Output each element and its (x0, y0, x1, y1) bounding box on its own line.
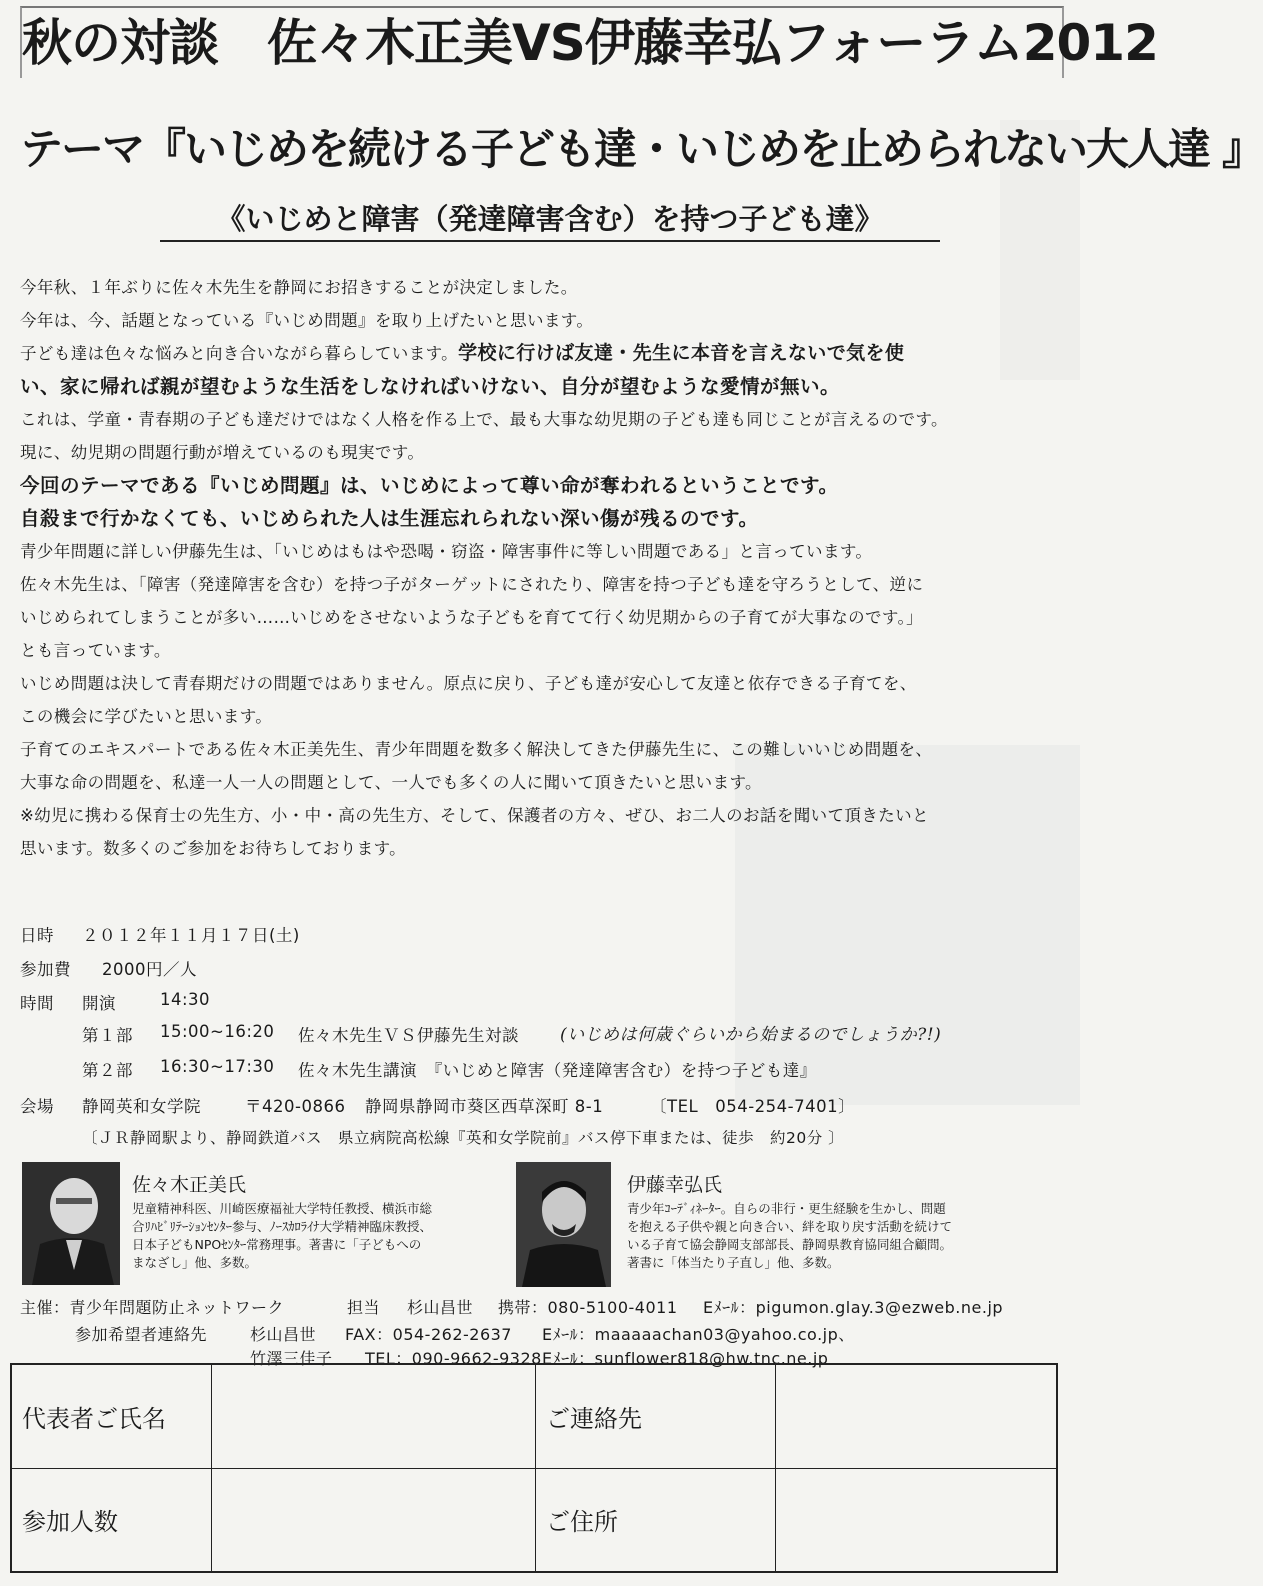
address-label: ご住所 (536, 1468, 776, 1572)
venue-label: 会場 (20, 1097, 54, 1116)
venue-name: 静岡英和女学院 (82, 1097, 201, 1116)
part1-handwritten-note: (いじめは何歳ぐらいから始まるのでしょうか?!) (560, 1025, 942, 1045)
body-line: いじめ問題は決して青春期だけの問題ではありません。原点に戻り、子ども達が安心して友達と依存できる子育てを、 (20, 674, 917, 693)
speaker2-desc-line: 著書に「体当たり子直し」他、多数。 (627, 1255, 840, 1270)
speaker1-desc-line: 日本子どもNPOｾﾝﾀｰ常務理事。著書に「子どもへの (132, 1237, 422, 1252)
body-text (20, 271, 1070, 865)
speaker2-name: 伊藤幸弘氏 (627, 1174, 723, 1196)
contact-person-2: 竹澤三佳子 (250, 1349, 333, 1368)
part1-label: 第１部 (82, 1026, 133, 1045)
body-line: 今年は、今、話題となっている『いじめ問題』を取り上げたいと思います。 (20, 311, 594, 330)
date-label: 日時 (20, 926, 54, 945)
part1-title: 佐々木先生ＶＳ伊藤先生対談 (298, 1026, 519, 1045)
speaker1-desc-line: まなざし」他、多数。 (132, 1255, 258, 1270)
part1-time: 15:00~16:20 (160, 1022, 275, 1041)
body-line: この機会に学びたいと思います。 (20, 707, 273, 726)
speaker2-desc (627, 1200, 952, 1272)
application-form (10, 1363, 1058, 1573)
body-line: いじめられてしまうことが多い……いじめをさせないような子どもを育てて行く幼児期からの子育てが大事なのです。」 (20, 608, 924, 627)
open-label: 開演 (82, 994, 116, 1013)
speaker2-desc-line: いる子育て協会静岡支部部長、静岡県教育協同組合顧問。 (627, 1237, 953, 1252)
rep-name-label: 代表者ご氏名 (11, 1364, 212, 1468)
body-line: 思います。数多くのご参加をお待ちしております。 (20, 839, 407, 858)
part2-time: 16:30~17:30 (160, 1057, 275, 1076)
contact-label: 参加希望者連絡先 (75, 1325, 208, 1344)
fax: FAX：054-262-2637 (345, 1325, 512, 1344)
email-3: Eﾒｰﾙ：sunflower818@hw.tnc.ne.jp (542, 1349, 829, 1368)
venue-address: 静岡県静岡市葵区西草深町 8-1 (365, 1097, 604, 1116)
body-line: 青少年問題に詳しい伊藤先生は、「いじめはもはや恐喝・窃盗・障害事件に等しい問題である」と言っています。 (20, 542, 873, 561)
body-line: 子育てのエキスパートである佐々木正美先生、青少年問題を数多く解決してきた伊藤先生に、この難しいいじめ問題を、 (20, 740, 933, 759)
body-line: とも言っています。 (20, 641, 171, 660)
address-field[interactable] (776, 1468, 1058, 1572)
person-label: 担当 (347, 1298, 381, 1317)
email-2: Eﾒｰﾙ：maaaaachan03@yahoo.co.jp、 (542, 1325, 855, 1344)
body-line: ※幼児に携わる保育士の先生方、小・中・高の先生方、そして、保護者の方々、ぜひ、お二人のお話を聞いて頂きたいと (20, 806, 929, 825)
organizer: 主催：青少年問題防止ネットワーク (20, 1298, 285, 1317)
part2-label: 第２部 (82, 1061, 133, 1080)
speaker2-photo (516, 1162, 611, 1287)
speaker1-name: 佐々木正美氏 (132, 1174, 247, 1196)
date-value: ２０１２年１１月１７日(土) (82, 926, 300, 945)
attendee-count-field[interactable] (212, 1468, 536, 1572)
body-line-part: 子ども達は色々な悩みと向き合いながら暮らしています。 (20, 344, 459, 363)
body-line: これは、学童・青春期の子ども達だけではなく人格を作る上で、最も大事な幼児期の子ども達も同じことが言えるのです。 (20, 410, 948, 429)
body-line (20, 337, 1070, 370)
fee-label: 参加費 (20, 960, 71, 979)
part2-title: 佐々木先生講演 『いじめと障害（発達障害含む）を持つ子ども達』 (298, 1061, 817, 1080)
contact-info-field[interactable] (776, 1364, 1058, 1468)
speaker1-desc (132, 1200, 432, 1272)
speaker1-desc-line: 児童精神科医、川崎医療福祉大学特任教授、横浜市総 (132, 1201, 433, 1216)
speaker1-portrait-image (22, 1162, 120, 1285)
tel-2: TEL：090-9662-9328 (365, 1349, 542, 1368)
body-line: 大事な命の問題を、私達一人一人の問題として、一人でも多くの人に聞いて頂きたいと思います。 (20, 773, 762, 792)
flyer-theme: テーマ『いじめを続ける子ども達・いじめを止められない大人達 』 (20, 125, 1263, 175)
body-line: 佐々木先生は、「障害（発達障害を含む）を持つ子がターゲットにされたり、障害を持つ子ども達を守ろうとして、逆に (20, 575, 924, 594)
speaker1-desc-line: 合ﾘﾊﾋﾞﾘﾃｰｼｮﾝｾﾝﾀｰ参与、ﾉｰｽｶﾛﾗｲﾅ大学精神臨床教授、 (132, 1219, 433, 1234)
venue-tel: 〔TEL 054-254-7401〕 (650, 1097, 856, 1116)
fee-value: 2000円／人 (102, 960, 197, 979)
time-label: 時間 (20, 994, 54, 1013)
speaker1-photo (22, 1162, 120, 1285)
email-1: Eﾒｰﾙ：pigumon.glay.3@ezweb.ne.jp (703, 1298, 1004, 1317)
body-line: 今年秋、１年ぶりに佐々木先生を静岡にお招きすることが決定しました。 (20, 278, 578, 297)
contact-person-1: 杉山昌世 (250, 1325, 317, 1344)
speaker2-desc-line: を抱える子供や親と向き合い、絆を取り戻す活動を続けて (627, 1219, 953, 1234)
body-line: 現に、幼児期の問題行動が増えているのも現実です。 (20, 443, 425, 462)
body-line-bold: い、家に帰れば親が望むような生活をしなければいけない、自分が望むような愛情が無い。 (20, 375, 841, 398)
speaker2-desc-line: 青少年ｺｰﾃﾞｨﾈｰﾀｰ。自らの非行・更生経験を生かし、問題 (627, 1201, 946, 1216)
venue-zip: 〒420-0866 (245, 1097, 346, 1116)
contact-info-label: ご連絡先 (536, 1364, 776, 1468)
mobile: 携帯：080-5100-4011 (498, 1298, 678, 1317)
flyer-title: 秋の対談 佐々木正美VS伊藤幸弘フォーラム2012 (20, 6, 1064, 78)
person-name: 杉山昌世 (407, 1298, 474, 1317)
body-line-bold: 自殺まで行かなくても、いじめられた人は生涯忘れられない深い傷が残るのです。 (20, 507, 759, 530)
venue-access: 〔ＪＲ静岡駅より、静岡鉄道バス 県立病院高松線『英和女学院前』バス停下車または、徒歩 約20分 〕 (82, 1129, 845, 1147)
body-line-emphasis: 学校に行けば友達・先生に本音を言えないで気を使 (458, 342, 905, 364)
attendee-count-label: 参加人数 (11, 1468, 212, 1572)
body-line-bold: 今回のテーマである『いじめ問題』は、いじめによって尊い命が奪われるということです。 (20, 474, 839, 497)
flyer-subtitle: 《いじめと障害（発達障害含む）を持つ子ども達》 (160, 198, 940, 242)
open-time: 14:30 (160, 990, 211, 1009)
rep-name-field[interactable] (212, 1364, 536, 1468)
speaker2-portrait-image (516, 1162, 611, 1287)
